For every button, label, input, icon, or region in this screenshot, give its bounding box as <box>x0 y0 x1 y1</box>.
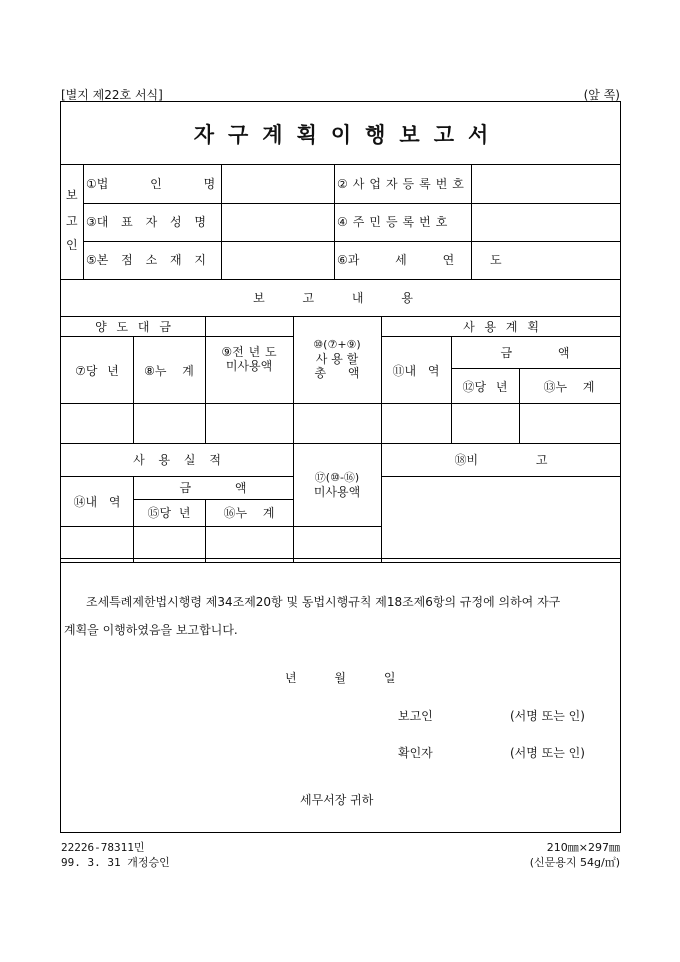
declaration-line2: 계획을 이행하였음을 보고합니다. <box>64 623 238 637</box>
reporter-label-3: 인 <box>66 238 78 252</box>
transfer-amount-heading: 양 도 대 금 <box>95 320 171 334</box>
confirmer-title: 확인자 <box>398 746 433 760</box>
approval-date: 99. 3. 31 개정승인 <box>61 856 170 869</box>
paper-type: (신문용지 54g/㎡) <box>529 856 620 869</box>
reporter-label-1: 보 <box>66 188 78 202</box>
t1-cumulative: ⑧누 계 <box>144 364 194 378</box>
declaration-line1: 조세특례제한법시행령 제34조제20항 및 동법시행규칙 제18조제6항의 규정에 의하여 자구 <box>86 595 561 609</box>
representative-label: ③대 표 자 성 명 <box>86 215 206 229</box>
t1-amount: 금 액 <box>500 346 570 360</box>
t2-detail: ⑭내 역 <box>73 495 121 509</box>
t1-detail: ⑪내 역 <box>392 364 440 378</box>
form-title: 자구계획이행보고서 <box>193 122 503 147</box>
t2-amount: 금 액 <box>179 481 247 495</box>
total-line3: 총 액 <box>314 366 360 380</box>
t1-plan-cumulative: ⑬누 계 <box>543 380 595 394</box>
t1-plan-current: ⑫당 년 <box>462 380 508 394</box>
tax-year-label: ⑥과 세 연 도 <box>337 253 502 267</box>
biz-reg-no-label: ②사업자등록번호 <box>337 177 469 191</box>
unused-line1: ⑰(⑩-⑯) <box>314 471 360 484</box>
paper-size: 210㎜×297㎜ <box>546 841 620 854</box>
remarks-heading: ⑱비 고 <box>454 453 548 467</box>
reporter-title: 보고인 <box>398 709 433 723</box>
report-date: 년 월 일 <box>285 671 396 685</box>
prev-unused-line1: ⑨전 년 도 <box>221 345 277 359</box>
form-code: 22226-78311민 <box>61 841 145 854</box>
confirmer-signature: (서명 또는 인) <box>510 746 585 760</box>
report-content-heading: 보 고 내 용 <box>253 291 413 305</box>
prev-unused-line2: 미사용액 <box>225 359 273 373</box>
declaration-box <box>60 101 621 833</box>
page-side: (앞 쪽) <box>583 88 620 102</box>
reporter-label-2: 고 <box>66 214 78 228</box>
t1-current-year: ⑦당 년 <box>75 364 119 378</box>
usage-plan-heading: 사 용 계 획 <box>463 320 539 334</box>
corp-name-text: ①법 인 명 <box>86 177 216 191</box>
unused-line2: 미사용액 <box>313 485 361 499</box>
recipient: 세무서장 귀하 <box>300 793 374 807</box>
hq-address-label: ⑤본 점 소 재 지 <box>86 253 206 267</box>
t2-cumulative: ⑯누 계 <box>223 506 275 520</box>
resident-no-label: ④주민등록번호 <box>337 215 453 229</box>
total-line2: 사 용 할 <box>315 352 359 366</box>
form-number: [별지 제22호 서식] <box>61 88 163 102</box>
reporter-signature: (서명 또는 인) <box>510 709 585 723</box>
actual-usage-heading: 사 용 실 적 <box>133 453 221 467</box>
t2-current-year: ⑮당 년 <box>147 506 191 520</box>
total-line1: ⑩(⑦+⑨) <box>313 338 361 351</box>
